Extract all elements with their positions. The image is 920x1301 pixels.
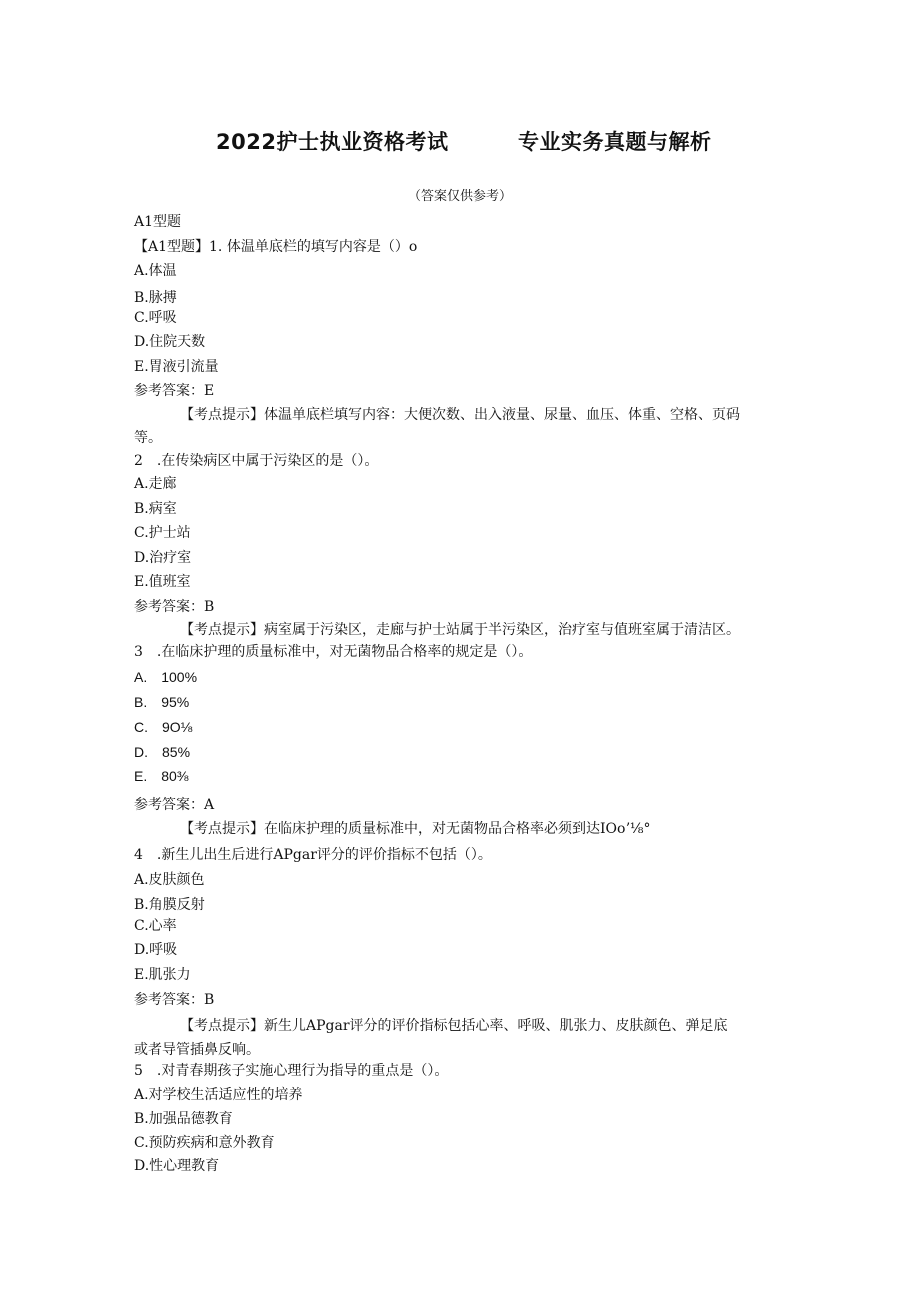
q4-answer: 参考答案：B: [134, 992, 215, 1008]
q2-option-a: A.走廊: [134, 476, 177, 492]
q4-hint-line1: 【考点提示】新生儿APgar评分的评价指标包括心率、呼吸、肌张力、皮肤颜色、弹足底: [180, 1018, 728, 1034]
q1-hint-line2: 等。: [134, 430, 162, 446]
q3-option-c: C. 9O⅛: [134, 719, 193, 735]
q1-option-d: D.住院天数: [134, 334, 206, 350]
title-right: 专业实务真题与解析: [518, 130, 712, 154]
q2-stem: 2 .在传染病区中属于污染区的是（）。: [134, 453, 379, 469]
q3-stem: 3 .在临床护理的质量标准中，对无菌物品合格率的规定是（）。: [134, 644, 533, 660]
title-left: 2022护士执业资格考试: [216, 130, 449, 154]
q3-option-d: D. 85%: [134, 744, 191, 760]
q4-option-e: E.肌张力: [134, 967, 191, 983]
q4-option-b: B.角膜反射: [134, 897, 205, 913]
q3-answer: 参考答案：A: [134, 797, 215, 813]
q1-answer: 参考答案：E: [134, 383, 215, 399]
q1-stem: 【A1型题】1. 体温单底栏的填写内容是（）o: [134, 239, 418, 255]
section-heading: A1型题: [134, 214, 182, 230]
q4-hint-line2: 或者导管插鼻反响。: [134, 1042, 260, 1058]
q1-hint-line1: 【考点提示】体温单底栏填写内容：大便次数、出入液量、尿量、血压、体重、空格、页码: [180, 407, 740, 423]
q3-option-b: B. 95%: [134, 694, 190, 710]
q5-option-a: A.对学校生活适应性的培养: [134, 1087, 303, 1103]
q4-option-d: D.呼吸: [134, 942, 178, 958]
q4-option-a: A.皮肤颜色: [134, 872, 205, 888]
q2-option-d: D.治疗室: [134, 550, 192, 566]
q1-option-e: E.胃液引流量: [134, 359, 219, 375]
q1-option-a: A.体温: [134, 263, 177, 279]
q3-hint: 【考点提示】在临床护理的质量标准中，对无菌物品合格率必须到达IOoʼ⅛°: [180, 821, 651, 837]
q3-option-a: A. 100%: [134, 669, 198, 685]
q2-option-e: E.值班室: [134, 574, 191, 590]
q2-hint: 【考点提示】病室属于污染区，走廊与护士站属于半污染区，治疗室与值班室属于清洁区。: [180, 622, 740, 638]
q3-option-e: E. 80⅜: [134, 768, 189, 784]
q1-option-c: C.呼吸: [134, 310, 177, 326]
q5-option-b: B.加强品德教育: [134, 1111, 233, 1127]
q1-option-b: B.脉搏: [134, 290, 177, 306]
q2-answer: 参考答案：B: [134, 599, 215, 615]
q4-stem: 4 .新生儿出生后进行APgar评分的评价指标不包括（）。: [134, 847, 492, 863]
subtitle: （答案仅供参考）: [408, 189, 513, 204]
q2-option-b: B.病室: [134, 501, 177, 517]
q5-option-d: D.性心理教育: [134, 1158, 220, 1174]
q5-option-c: C.预防疾病和意外教育: [134, 1135, 275, 1151]
q5-stem: 5 .对青春期孩子实施心理行为指导的重点是（）。: [134, 1063, 449, 1079]
q4-option-c: C.心率: [134, 918, 177, 934]
q2-option-c: C.护士站: [134, 525, 191, 541]
